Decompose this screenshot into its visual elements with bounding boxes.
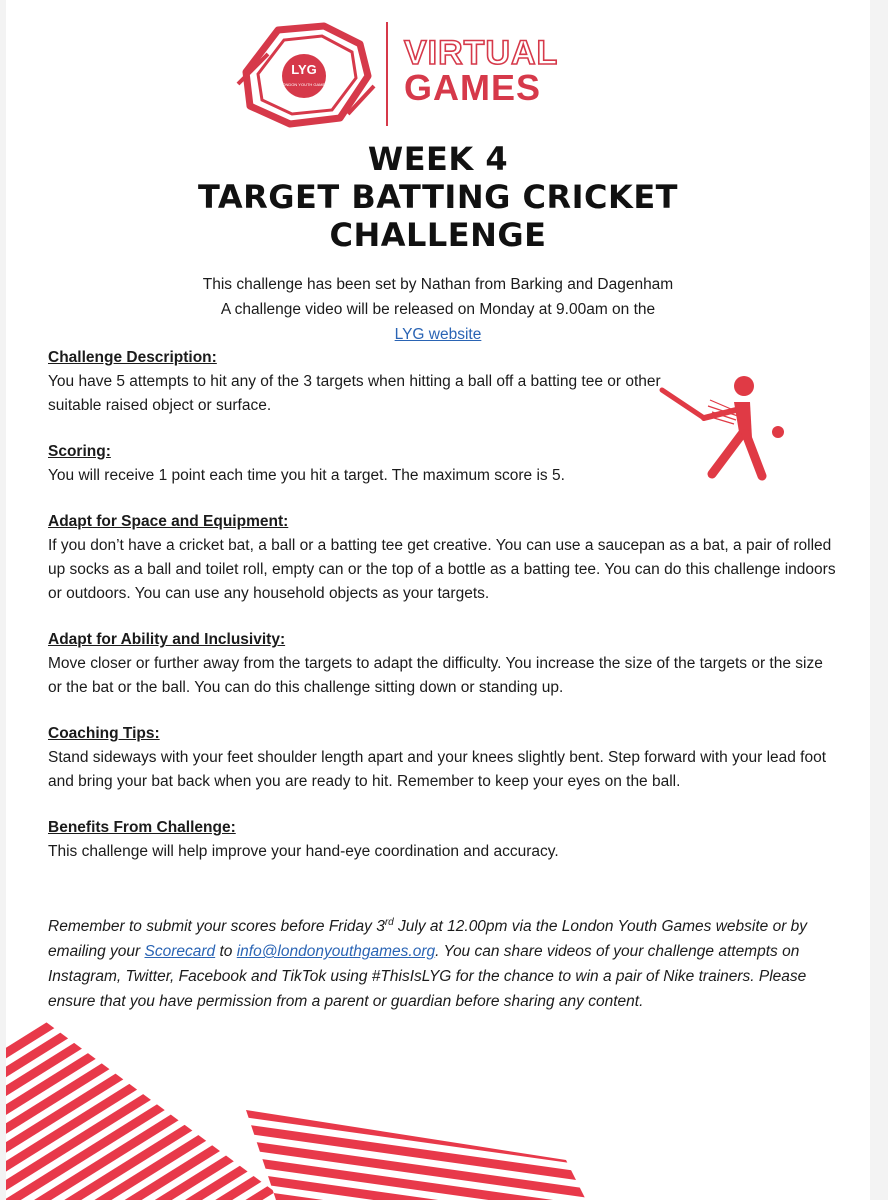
section-body: You have 5 attempts to hit any of the 3 targets when hitting a ball off a batting tee or other suitable raised object or surface.	[48, 373, 661, 414]
intro-line-1: This challenge has been set by Nathan from Barking and Dagenham	[202, 276, 674, 293]
decorative-stripes	[6, 1010, 870, 1200]
section-adapt-space-equipment	[48, 510, 838, 606]
intro-line-2	[6, 297, 870, 347]
logo-line-games: GAMES	[404, 67, 542, 108]
challenge-sections	[48, 346, 838, 886]
footer-part-1: Remember to submit your scores before Friday 3	[48, 918, 385, 936]
section-heading: Scoring:	[48, 443, 111, 460]
section-heading: Adapt for Space and Equipment:	[48, 513, 289, 530]
section-challenge-description	[48, 346, 838, 418]
section-body: Stand sideways with your feet shoulder length apart and your knees slightly bent. Step forward with your lead foot and bring your bat back when you are ready to hit. Remember to keep your eyes on the ball.	[48, 749, 827, 790]
logo-line-virtual: VIRTUAL	[404, 34, 559, 72]
section-body: Move closer or further away from the targets to adapt the difficulty. You increase the size of the targets or the size or the bat or the ball. You can do this challenge sitting down or standing up.	[48, 655, 823, 696]
title-line-1: WEEK 4	[367, 140, 509, 178]
section-body: If you don’t have a cricket bat, a ball or a batting tee get creative. You can use a saucepan as a bat, a pair of rolled up socks as a ball and toilet roll, empty can or the top of a bottle as a batting tee. You can do this challenge indoors or outdoors. You can use any household objects as your targets.	[48, 537, 836, 602]
footer-part-2: July at 12.00pm via the London Youth Games website or by emailing your	[48, 918, 808, 961]
section-heading: Challenge Description:	[48, 349, 217, 366]
logo-badge-subtext: LONDON YOUTH GAMES	[280, 82, 328, 87]
lyg-website-link[interactable]: LYG website	[394, 326, 482, 343]
lyg-logo-icon	[228, 14, 378, 134]
section-body: This challenge will help improve your hand-eye coordination and accuracy.	[48, 843, 559, 860]
footer-superscript: rd	[384, 917, 394, 928]
virtual-games-wordmark	[404, 36, 558, 106]
title-line-3: CHALLENGE	[329, 216, 547, 254]
logo-divider	[386, 22, 388, 126]
footer-part-3: to	[215, 943, 237, 961]
footer-part-4: . You can share videos of your challenge attempts on Instagram, Twitter, Facebook and TikTok using #ThisIsLYG for the chance to win a pair of Nike trainers. Please ensure that you have permission from a parent or guardian before sharing any content.	[48, 943, 807, 1011]
intro-line-2-text: A challenge video will be released on Monday at 9.00am on the	[220, 301, 656, 318]
title-line-2: TARGET BATTING CRICKET	[198, 178, 678, 216]
section-body: You will receive 1 point each time you hit a target. The maximum score is 5.	[48, 467, 565, 484]
section-scoring	[48, 440, 838, 488]
section-heading: Benefits From Challenge:	[48, 819, 236, 836]
intro-text	[6, 272, 870, 347]
page-title	[6, 140, 870, 254]
section-benefits	[48, 816, 838, 864]
submission-note	[48, 910, 838, 1014]
scorecard-link[interactable]: Scorecard	[144, 943, 216, 961]
section-heading: Coaching Tips:	[48, 725, 160, 742]
section-heading: Adapt for Ability and Inclusivity:	[48, 631, 286, 648]
document-page	[6, 0, 870, 1200]
email-link[interactable]: info@londonyouthgames.org	[236, 943, 436, 961]
virtual-games-logo	[228, 14, 588, 134]
section-coaching-tips	[48, 722, 838, 794]
section-adapt-ability-inclusivity	[48, 628, 838, 700]
logo-badge-text: LYG	[291, 62, 317, 77]
